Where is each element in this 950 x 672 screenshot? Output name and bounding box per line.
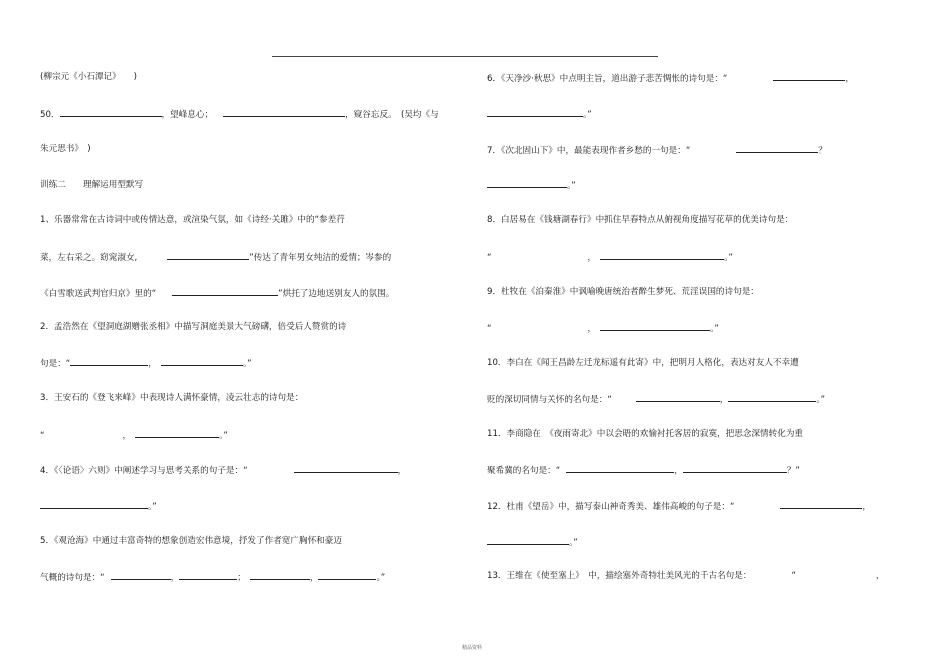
question-1-line-1: 1、乐器常常在古诗词中或传情达意，或渲染气氛，如《诗经·关雎》中的“参差荇 bbox=[40, 215, 345, 225]
answer-blank[interactable] bbox=[179, 570, 237, 580]
question-11-line-2: 聚希冀的名句是：“ ， ？” bbox=[487, 463, 800, 477]
question-11-line-1: 11．李商隐在 《夜雨寄北》中以会晤的欢愉衬托客居的寂寞，把思念深情转化为重 bbox=[487, 429, 804, 439]
answer-blank[interactable] bbox=[318, 570, 376, 580]
answer-blank[interactable] bbox=[172, 286, 278, 296]
answer-blank[interactable] bbox=[736, 143, 818, 153]
question-8-line-1: 8．白居易在《钱塘湖春行》中抓住早春特点从俯视角度描写花草的优美诗句是： bbox=[487, 215, 794, 225]
answer-blank[interactable] bbox=[40, 499, 148, 509]
question-9-line-2: “ ， 。” bbox=[487, 321, 719, 335]
question-3-line-2: “ ， 。” bbox=[40, 428, 228, 442]
question-12-line-1: 12．杜甫《望岳》中，描写泰山神奇秀美、雄伟高峻的句子是：“ ， bbox=[487, 499, 871, 513]
question-8-line-2: “ ， 。” bbox=[487, 250, 733, 264]
answer-blank[interactable] bbox=[683, 463, 787, 473]
question-12-line-2: 。” bbox=[487, 535, 578, 549]
question-5-line-1: 5．《观沧海》中通过丰富奇特的想象创造宏伟意境，抒发了作者宽广胸怀和豪迈 bbox=[40, 536, 342, 546]
answer-blank[interactable] bbox=[250, 570, 310, 580]
answer-blank[interactable] bbox=[111, 570, 171, 580]
answer-blank[interactable] bbox=[135, 428, 219, 438]
answer-blank[interactable] bbox=[487, 107, 583, 117]
answer-blank[interactable] bbox=[223, 107, 345, 117]
answer-blank[interactable] bbox=[161, 356, 243, 366]
answer-blank[interactable] bbox=[487, 535, 569, 545]
question-7-line-1: 7．《次北固山下》中，最能表现作者乡愁的一句是：“ ？ bbox=[487, 143, 827, 157]
question-7-line-2: 。” bbox=[487, 178, 576, 192]
question-50: 50． ，望峰息心； ，窥谷忘反。 (吴均《与 bbox=[40, 107, 439, 121]
question-2-line-1: 2．孟浩然在《望洞庭湖赠张丞相》中描写洞庭美景大气磅礴，倍受后人赞赏的诗 bbox=[40, 322, 347, 332]
answer-blank[interactable] bbox=[294, 463, 398, 473]
answer-blank[interactable] bbox=[780, 499, 862, 509]
question-1-line-2: 菜，左右采之。窈窕淑女, ”传达了青年男女纯洁的爱情；岑参的 bbox=[40, 250, 391, 264]
answer-blank[interactable] bbox=[167, 250, 249, 260]
answer-blank[interactable] bbox=[60, 107, 162, 117]
question-10-line-2: 贬的深切同情与关怀的名句是：“ ， 。” bbox=[487, 392, 825, 406]
answer-blank[interactable] bbox=[600, 250, 724, 260]
question-6-line-2: 。” bbox=[487, 107, 592, 121]
top-rule bbox=[272, 56, 658, 57]
line-citation-wujun: 朱元思书》 ) bbox=[40, 144, 91, 154]
question-6-line-1: 6．《天净沙·秋思》中点明主旨，道出游子悲苦惆怅的诗句是：“ ， bbox=[487, 71, 854, 85]
question-9-line-1: 9．杜牧在《泊秦淮》中讽喻晚唐统治者醉生梦死、荒淫误国的诗句是： bbox=[487, 287, 759, 297]
page-footer: 精品资料 bbox=[462, 645, 483, 651]
question-3-line-1: 3．王安石的《登飞来峰》中表现诗人满怀豪情，凌云壮志的诗句是： bbox=[40, 393, 304, 403]
section-heading-training-2: 训练二 理解运用型默写 bbox=[40, 180, 144, 190]
answer-blank[interactable] bbox=[600, 321, 710, 331]
answer-blank[interactable] bbox=[636, 392, 720, 402]
answer-blank[interactable] bbox=[70, 356, 148, 366]
answer-blank[interactable] bbox=[728, 392, 816, 402]
question-4-line-1: 4．《〈论语〉六则》中阐述学习与思考关系的句子是：“ ， bbox=[40, 463, 406, 477]
question-5-line-2: 气概的诗句是：“ ， ； ， 。” bbox=[40, 570, 385, 584]
answer-blank[interactable] bbox=[487, 178, 567, 188]
question-4-line-2: 。” bbox=[40, 499, 157, 513]
answer-blank[interactable] bbox=[773, 71, 845, 81]
question-13-line-1: 13．王维在《使至塞上》 中，描绘塞外奇特壮美风光的千古名句是： “ ， bbox=[487, 571, 885, 581]
answer-blank[interactable] bbox=[566, 463, 674, 473]
question-2-line-2: 句是：“ ， 。” bbox=[40, 356, 252, 370]
line-citation-xiaoshitan: (柳宗元《小石潭记》 ) bbox=[40, 72, 137, 82]
question-1-line-3: 《白雪歌送武判官归京》里的“ ”烘托了边地送别友人的氛围。 bbox=[40, 286, 394, 300]
question-10-line-1: 10．李白在《闻王昌龄左迁龙标遥有此寄》中，把明月人格化，表达对友人不幸遭 bbox=[487, 358, 799, 368]
